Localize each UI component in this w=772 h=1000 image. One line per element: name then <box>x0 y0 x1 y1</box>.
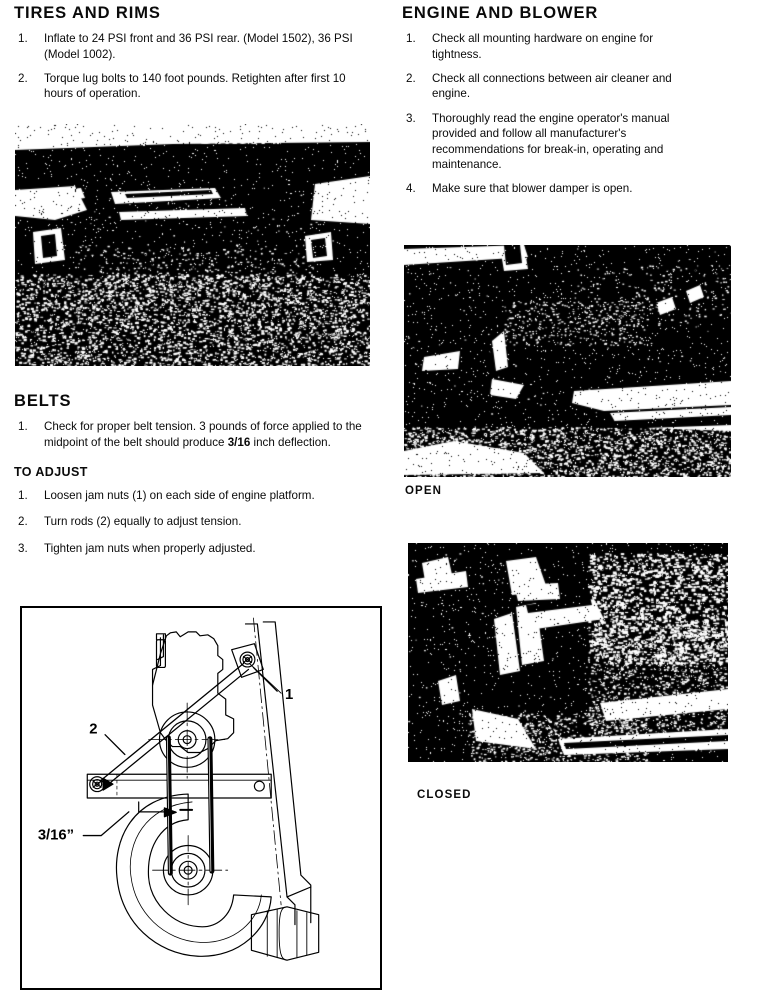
list-number: 2. <box>18 515 28 529</box>
list-text <box>44 420 362 448</box>
list-number: 4. <box>406 182 416 196</box>
list-text: tightness. <box>432 47 482 61</box>
list-item <box>14 419 376 450</box>
list-text: Torque lug bolts to 140 foot pounds. Retighten after first 10 hours of operation. <box>44 71 346 101</box>
subsection-heading-to-adjust: TO ADJUST <box>14 464 88 479</box>
list-text: engine. <box>432 87 471 101</box>
section-heading-engine-and-blower: ENGINE AND BLOWER <box>402 4 599 22</box>
list-number: 2. <box>406 71 416 85</box>
diagram-callout-2: 2 <box>89 721 98 738</box>
list-item <box>402 71 762 102</box>
tire-and-rim-photo <box>15 124 370 366</box>
blower-damper-open-photo <box>404 245 731 477</box>
right-column <box>402 4 762 206</box>
page-title-tires-and-rims: TIRES AND RIMS <box>14 4 161 22</box>
list-number: 1. <box>18 488 28 502</box>
list-item <box>14 71 376 102</box>
list-text: Inflate to 24 PSI front and 36 PSI rear. (Model 1502), 36 PSI (Model 1002). <box>44 32 353 61</box>
list-item <box>14 31 376 62</box>
blower-damper-closed-photo <box>408 543 728 762</box>
diagram-callout-deflection: 3/16” <box>37 827 75 844</box>
list-text: provided and follow all manufacturer's <box>432 127 627 141</box>
section-heading-belts: BELTS <box>14 392 72 410</box>
list-text: Make sure that blower damper is open. <box>432 182 633 196</box>
deflection-value: 3/16 <box>227 435 251 449</box>
tires-and-rims-steps <box>14 31 376 102</box>
list-item <box>402 31 762 62</box>
list-item <box>402 111 762 173</box>
list-text: recommendations for break-in, operating and <box>432 142 664 156</box>
caption-open: OPEN <box>405 485 442 497</box>
list-text-part: inch deflection. <box>250 435 331 449</box>
diagram-callout-1: 1 <box>285 687 294 704</box>
left-column <box>14 4 376 111</box>
list-number: 2. <box>18 71 28 85</box>
list-text: Check all mounting hardware on engine for <box>432 32 654 46</box>
list-text: Loosen jam nuts (1) on each side of engine platform. <box>44 488 315 502</box>
caption-closed: CLOSED <box>417 789 472 801</box>
belts-section <box>14 392 376 567</box>
list-number: 3. <box>406 111 416 125</box>
list-item <box>402 181 762 196</box>
list-number: 1. <box>406 32 416 46</box>
list-text: Check all connections between air cleaner and <box>432 71 672 85</box>
belt-adjustment-diagram <box>20 606 382 990</box>
list-item <box>14 488 376 503</box>
list-text-part: Check for proper belt tension. 3 pounds of force applied to the midpoint of the belt should produce <box>44 420 362 449</box>
list-item <box>14 541 376 556</box>
list-text: Turn rods (2) equally to adjust tension. <box>44 515 242 529</box>
list-number: 1. <box>18 420 28 434</box>
engine-and-blower-steps <box>402 31 762 197</box>
belts-steps <box>14 419 376 450</box>
list-number: 1. <box>18 32 28 46</box>
list-text: Tighten jam nuts when properly adjusted. <box>44 541 256 555</box>
list-text: Thoroughly read the engine operator's manual <box>432 111 670 125</box>
to-adjust-steps <box>14 488 376 556</box>
list-number: 3. <box>18 541 28 555</box>
list-text: maintenance. <box>432 157 502 171</box>
list-item <box>14 514 376 529</box>
